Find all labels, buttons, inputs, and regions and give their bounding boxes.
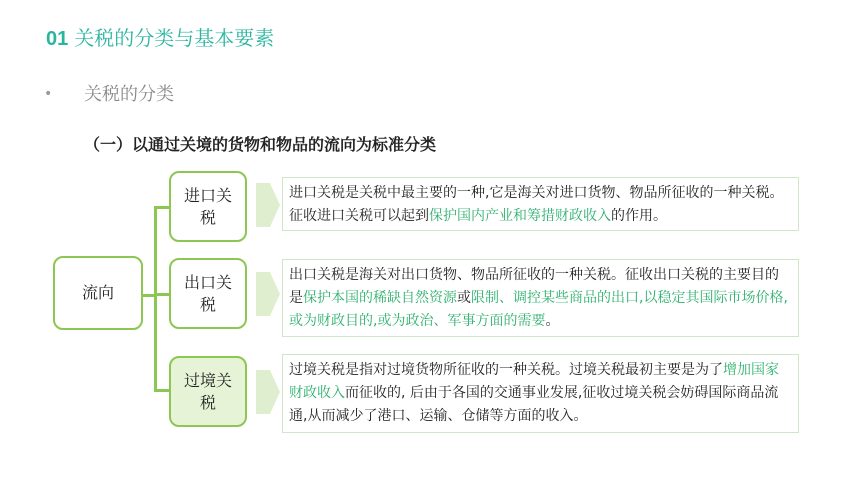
page-title [46,22,274,51]
highlight-text: 增加国家财政收入 [289,362,779,401]
section-label: 关税的分类 [84,84,174,105]
branch-box-export [169,258,247,329]
branch-box-import [169,171,247,242]
bullet-icon: • [44,86,53,102]
desc-transit: 过境关税是指对过境货物所征收的一种关税。过境关税最初主要是为了增加国家财政收入而征收的, 后由于各国的交通事业发展,征收过境关税会妨碍国际商品流通,从而减少了港口、运输、仓储等方面的收入。 [282,354,799,433]
branch-box-transit [169,356,247,427]
connector-branch-export [154,293,170,296]
highlight-text: 保护本国的稀缺自然资源 [303,290,457,306]
connector-branch-transit [154,389,170,392]
desc-export: 出口关税是海关对出口货物、物品所征收的一种关税。征收出口关税的主要目的是保护本国的稀缺自然资源或限制、调控某些商品的出口,以稳定其国际市场价格,或为财政目的,或为政治、军事方面的需要。 [282,259,799,337]
root-label: 流向 [81,283,114,302]
connector-trunk [154,206,157,390]
subheading: （一）以通过关境的货物和物品的流向为标准分类 [84,135,437,154]
branch-label-export: 出口关税 [183,272,232,314]
root-box [53,256,143,330]
connector-branch-import [154,206,170,209]
branch-label-import: 进口关税 [183,185,232,227]
arrow-right-icon [256,370,280,414]
branch-label-transit: 过境关税 [183,370,232,412]
highlight-text: 保护国内产业和筹措财政收入 [429,208,611,224]
title-text: 关税的分类与基本要素 [74,26,275,50]
desc-import: 进口关税是关税中最主要的一种,它是海关对进口货物、物品所征收的一种关税。征收进口关税可以起到保护国内产业和筹措财政收入的作用。 [282,177,799,231]
highlight-text: 限制、调控某些商品的出口,以稳定其国际市场价格,或为财政目的,或为政治、军事方面的需要 [289,290,788,329]
section-number: 01 [46,28,69,50]
arrow-right-icon [256,183,280,227]
arrow-right-icon [256,272,280,316]
